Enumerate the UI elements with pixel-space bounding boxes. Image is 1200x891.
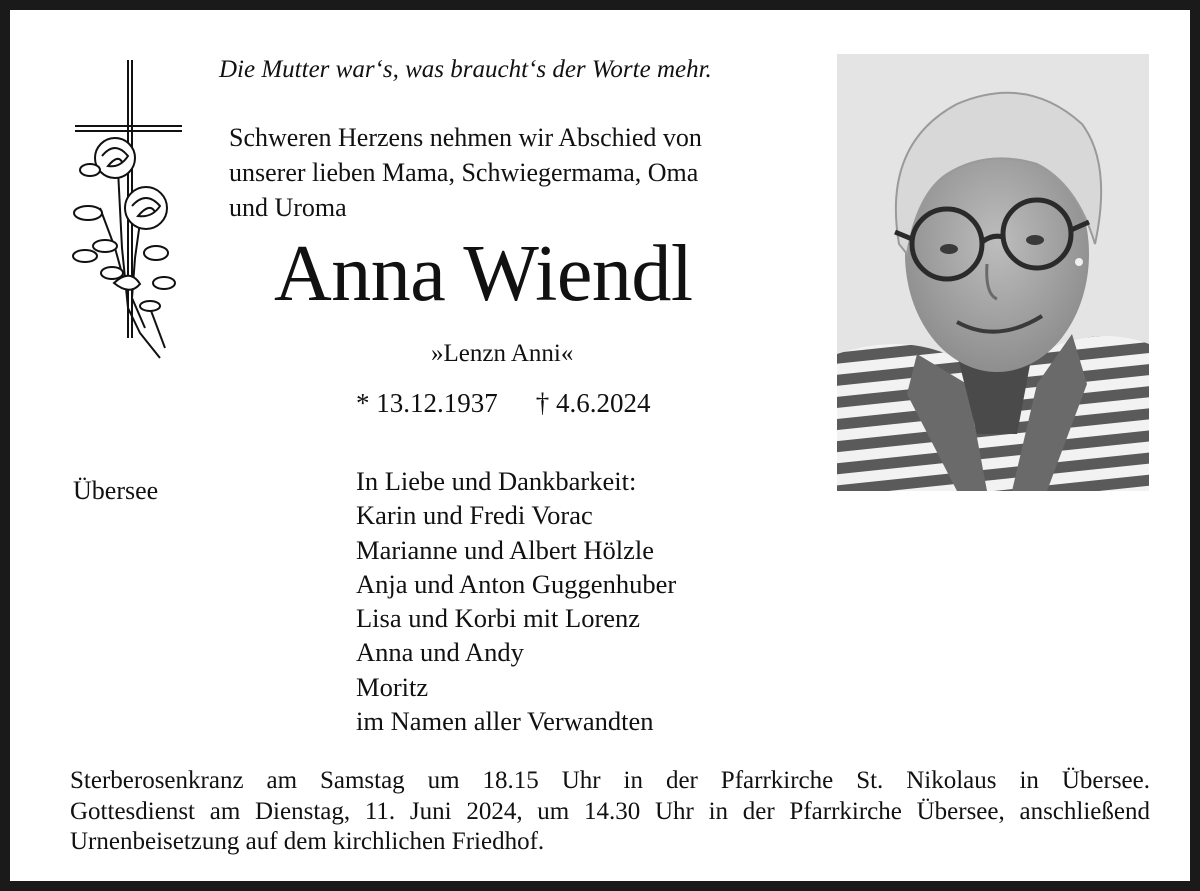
family-line: In Liebe und Dankbarkeit: — [356, 466, 637, 496]
family-line: Karin und Fredi Vorac — [356, 500, 593, 531]
family-line: Marianne und Albert Hölzle — [356, 534, 655, 565]
family-line: Anja und Anton Guggenhuber — [356, 568, 677, 599]
portrait-icon — [837, 54, 1149, 491]
place: Übersee — [73, 476, 159, 505]
intro-line: und Uroma — [229, 193, 347, 222]
notice-line: Sterberosenkranz am Samstag um 18.15 Uhr in der Pfarrkirche St. Nikolaus in Übersee. — [70, 767, 1150, 794]
family-line: Lisa und Korbi mit Lorenz — [356, 603, 641, 634]
death-date: † 4.6.2024 — [535, 388, 651, 418]
portrait-photo — [837, 54, 1149, 491]
motto: Die Mutter war‘s, was braucht‘s der Worte mehr. — [219, 56, 712, 83]
deceased-name: Anna Wiendl — [274, 230, 693, 318]
family-list — [356, 464, 676, 738]
deceased-nickname: »Lenzn Anni« — [431, 340, 574, 367]
intro-line: unserer lieben Mama, Schwiegermama, Oma — [229, 158, 699, 187]
family-line: im Namen aller Verwandten — [356, 706, 654, 737]
family-line: Anna und Andy — [356, 637, 524, 668]
intro-text — [229, 120, 702, 225]
cross-with-roses-icon — [60, 58, 190, 368]
notice-line: Gottesdienst am Dienstag, 11. Juni 2024, um 14.30 Uhr in der Pfarrkirche Übersee, anschließend — [70, 797, 1150, 825]
family-line: Moritz — [356, 671, 429, 702]
birth-date: * 13.12.1937 — [356, 388, 498, 418]
life-dates — [356, 388, 651, 419]
service-notice — [70, 766, 1150, 858]
intro-line: Schweren Herzens nehmen wir Abschied von — [229, 123, 702, 152]
notice-line: Urnenbeisetzung auf dem kirchlichen Friedhof. — [70, 828, 545, 855]
